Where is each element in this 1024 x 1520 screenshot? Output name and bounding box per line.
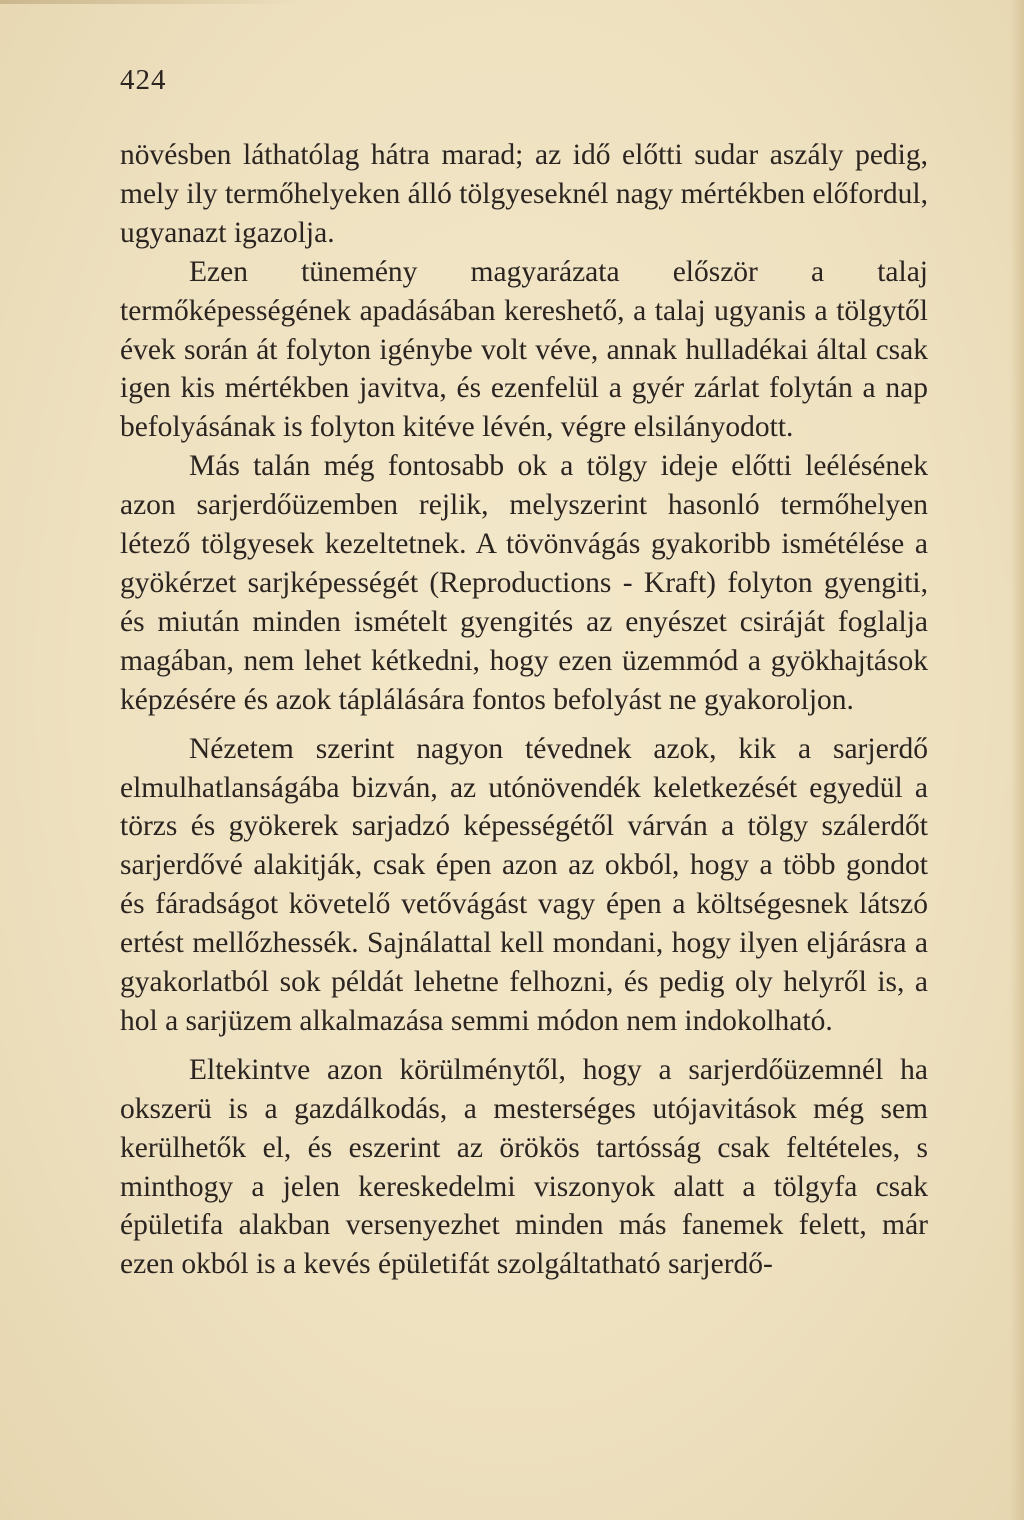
paragraph-continuation: növésben láthatólag hátra marad; az idő előtti sudar aszály pedig, mely ily termőhelyeken álló tölgyeseknél nagy mértékben előfordul, ugyanazt igazolja. xyxy=(120,139,928,249)
body-text xyxy=(120,136,928,1284)
paragraph: Nézetem szerint nagyon tévednek azok, kik a sarjerdő elmulhatlanságába bizván, az utónövendék keletkezését egyedül a törzs és gyökerek sarjadzó képességétől várván a tölgy szálerdőt sarjerdővé alakitják, csak épen azon az okból, hogy a több gondot és fáradságot követelő vetővágást vagy épen a költségesnek látszó ertést mellőzhessék. Sajnálattal kell mondani, hogy ilyen eljárásra a gyakorlatból sok példát lehetne felhozni, és pedig oly helyről is, a hol a sarjüzem alkalmazása semmi módon nem indokolható. xyxy=(120,732,928,1037)
paragraph: Más talán még fontosabb ok a tölgy ideje előtti leélésének azon sarjerdőüzemben rejlik, melyszerint hasonló termőhelyen létező tölgyesek kezeltetnek. A tövönvágás gyakoribb ismétélése a gyökérzet sarjképességét (Reproductions - Kraft) folyton gyengiti, és miután minden ismételt gyengités az enyészet csiráját foglalja magában, nem lehet kétkedni, hogy ezen üzemmód a gyökhajtások képzésére és azok táplálására fontos befolyást ne gyakoroljon. xyxy=(120,450,928,716)
top-edge-shadow xyxy=(0,0,300,4)
page-number: 424 xyxy=(120,64,167,96)
paragraph: Eltekintve azon körülménytől, hogy a sarjerdőüzemnél ha okszerü is a gazdálkodás, a mesterséges utójavitások még sem kerülhetők el, és eszerint az örökös tartósság csak feltételes, s minthogy a jelen kereskedelmi viszonyok alatt a tölgyfa csak épületifa alakban versenyezhet minden más fanemek felett, már ezen okból is a kevés épületifát szolgáltatható sarjerdő- xyxy=(120,1053,928,1281)
right-edge-shadow xyxy=(1010,0,1024,1520)
paragraph: Ezen tünemény magyarázata először a talaj termőképességének apadásában kereshető, a talaj ugyanis a tölgytől évek során át folyton igénybe volt véve, annak hulladékai által csak igen kis mértékben javitva, és ezenfelül a gyér zárlat folytán a nap befolyásának is folyton kitéve lévén, végre elsilányodott. xyxy=(120,255,928,444)
